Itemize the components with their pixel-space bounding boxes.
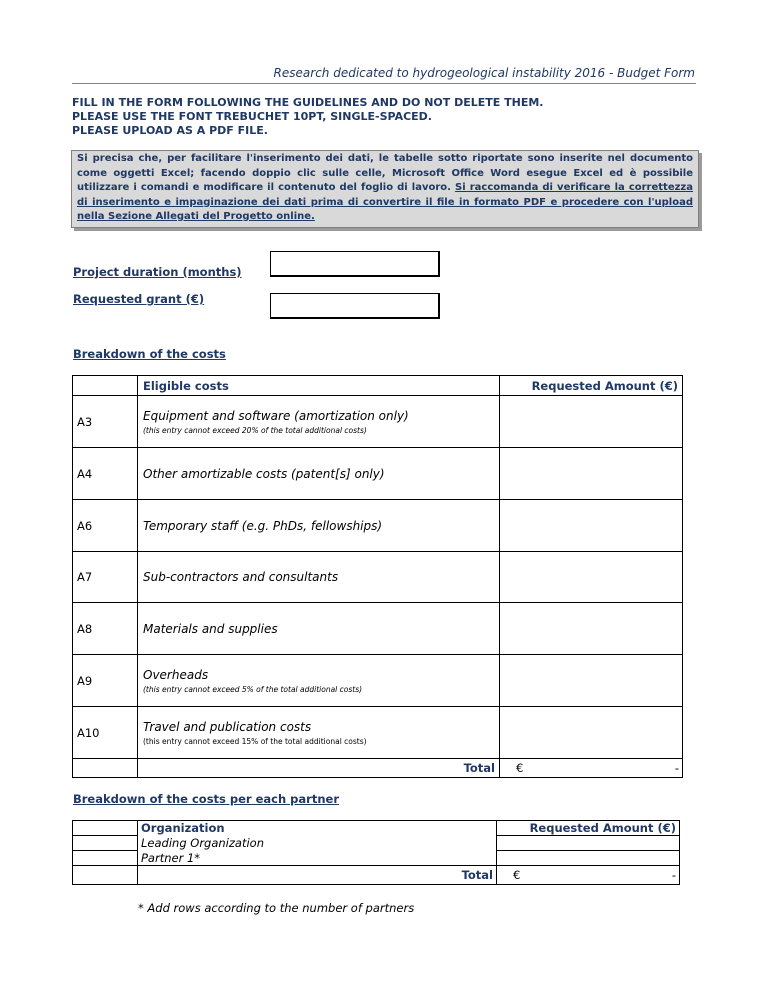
- amount-cell[interactable]: [497, 851, 680, 866]
- col-organization: Organization: [138, 821, 497, 836]
- total-code-cell: [73, 866, 138, 885]
- table-row: [73, 552, 683, 603]
- total-label: Total: [138, 866, 497, 885]
- amount-cell[interactable]: [500, 655, 683, 707]
- total-code-cell: [73, 759, 138, 778]
- total-label: Total: [138, 759, 500, 778]
- cost-description: [138, 552, 500, 603]
- header-code-cell: [73, 376, 138, 396]
- table-row: [73, 655, 683, 707]
- col-requested-amount: Requested Amount (€): [500, 376, 683, 396]
- cost-code: A10: [73, 707, 138, 759]
- partners-header-row: [73, 821, 680, 836]
- note-box: [71, 150, 699, 228]
- costs-header-row: [73, 376, 683, 396]
- footnote: * Add rows according to the number of partners: [138, 901, 415, 915]
- project-duration-field[interactable]: [270, 251, 440, 277]
- cost-note: (this entry cannot exceed 15% of the total additional costs): [143, 736, 367, 746]
- partner-code-cell: [73, 836, 138, 851]
- cost-description: [138, 603, 500, 655]
- amount-cell[interactable]: [500, 603, 683, 655]
- amount-cell[interactable]: [500, 552, 683, 603]
- total-value: -: [671, 868, 676, 882]
- amount-cell[interactable]: [500, 448, 683, 500]
- cost-label: Temporary staff (e.g. PhDs, fellowships): [143, 518, 383, 533]
- cost-code: A6: [73, 500, 138, 552]
- table-row: [73, 707, 683, 759]
- instruction-line: PLEASE USE THE FONT TREBUCHET 10PT, SINGLE-SPACED.: [72, 110, 432, 123]
- header-code-cell: [73, 821, 138, 836]
- partners-table: [72, 820, 680, 885]
- cost-code: A9: [73, 655, 138, 707]
- cost-code: A3: [73, 396, 138, 448]
- amount-cell[interactable]: [500, 500, 683, 552]
- costs-section-title: Breakdown of the costs: [73, 347, 226, 361]
- table-row: [73, 836, 680, 851]
- euro-symbol: €: [516, 761, 524, 775]
- amount-cell[interactable]: [500, 707, 683, 759]
- cost-description: [138, 500, 500, 552]
- amount-cell[interactable]: [497, 836, 680, 851]
- cost-label: Other amortizable costs (patent[s] only): [143, 466, 385, 481]
- table-row: [73, 448, 683, 500]
- partners-section-title: Breakdown of the costs per each partner: [73, 792, 339, 806]
- cost-note: (this entry cannot exceed 20% of the total additional costs): [143, 425, 367, 435]
- requested-grant-field[interactable]: [270, 293, 440, 319]
- note-text: Si precisa che, per facilitare l'inserimento dei dati, le tabelle sotto riportate sono inserite nel documento come oggetti Excel; facendo doppio clic sulle celle, Microsoft Office Word esegue Excel ed è possibile utilizzare i comandi e modificare il contenuto del foglio di lavoro.: [77, 153, 693, 193]
- euro-symbol: €: [513, 868, 521, 882]
- cost-note: (this entry cannot exceed 5% of the total additional costs): [143, 684, 363, 694]
- cost-label: Materials and supplies: [143, 621, 278, 636]
- partners-total-row: [73, 866, 680, 885]
- total-amount-cell: [497, 866, 680, 885]
- cost-label: Sub-contractors and consultants: [143, 570, 339, 584]
- total-value: -: [674, 761, 679, 775]
- requested-grant-label: Requested grant (€): [73, 292, 205, 306]
- instruction-line: FILL IN THE FORM FOLLOWING THE GUIDELINES AND DO NOT DELETE THEM.: [72, 96, 544, 109]
- instructions: [72, 96, 702, 138]
- table-row: [73, 396, 683, 448]
- header-divider: [72, 83, 696, 84]
- note-warning: Si raccomanda di verificare la correttezza di inserimento e impaginazione dei dati prima di convertire il file in formato PDF e procedere con l'upload nella Sezione Allegati del Progetto online.: [77, 182, 693, 222]
- col-eligible-costs: Eligible costs: [138, 376, 500, 396]
- cost-description: [138, 655, 500, 707]
- table-row: [73, 500, 683, 552]
- cost-code: A7: [73, 552, 138, 603]
- total-amount-cell: [500, 759, 683, 778]
- cost-label: Overheads: [143, 667, 209, 682]
- cost-description: [138, 396, 500, 448]
- table-row: [73, 603, 683, 655]
- col-requested-amount: Requested Amount (€): [497, 821, 680, 836]
- amount-cell[interactable]: [500, 396, 683, 448]
- cost-label: Equipment and software (amortization only): [143, 408, 409, 423]
- project-duration-label: Project duration (months): [73, 265, 242, 279]
- partner-code-cell: [73, 851, 138, 866]
- organization-name: Partner 1*: [138, 851, 497, 866]
- header-title: Research dedicated to hydrogeological instability 2016 - Budget Form: [273, 66, 695, 80]
- cost-code: A4: [73, 448, 138, 500]
- instruction-line: PLEASE UPLOAD AS A PDF FILE.: [72, 124, 268, 137]
- organization-name: Leading Organization: [138, 836, 497, 851]
- cost-description: [138, 448, 500, 500]
- costs-table: [72, 375, 683, 778]
- table-row: [73, 851, 680, 866]
- costs-total-row: [73, 759, 683, 778]
- cost-code: A8: [73, 603, 138, 655]
- cost-description: [138, 707, 500, 759]
- cost-label: Travel and publication costs: [143, 719, 312, 734]
